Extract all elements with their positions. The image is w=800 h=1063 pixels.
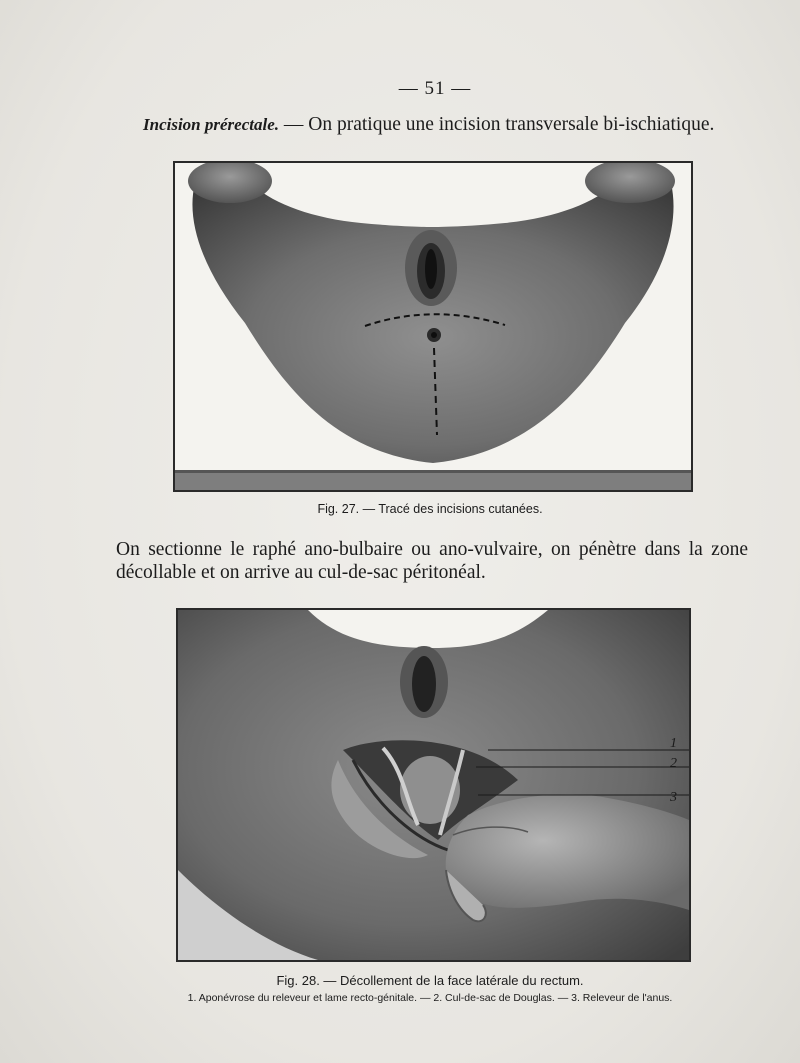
figure-27-caption: Fig. 27. — Tracé des incisions cutanées. xyxy=(317,502,543,516)
figure-28-label-3: 3 xyxy=(670,790,677,805)
body-paragraph: On sectionne le raphé ano-bulbaire ou ano-vulvaire, on pénètre dans la zone décollable et on arrive au cul-de-sac péritonéal. xyxy=(116,539,748,583)
figure-28-label-1: 1 xyxy=(670,736,677,751)
figure-28-caption: Fig. 28. — Décollement de la face latérale du rectum. xyxy=(276,973,584,988)
figure-28-illustration xyxy=(176,608,691,962)
section-heading: Incision prérectale. xyxy=(143,115,279,134)
page-number: — 51 — xyxy=(398,78,472,99)
figure-28-legend: 1. Aponévrose du releveur et lame recto-génitale. — 2. Cul-de-sac de Douglas. — 3. Releveur de l'anus. xyxy=(187,992,673,1004)
figure-28-label-2: 2 xyxy=(670,756,677,771)
intro-line xyxy=(143,114,763,136)
intro-text: — On pratique une incision transversale bi-ischiatique. xyxy=(279,114,715,135)
figure-27-illustration xyxy=(173,161,693,492)
